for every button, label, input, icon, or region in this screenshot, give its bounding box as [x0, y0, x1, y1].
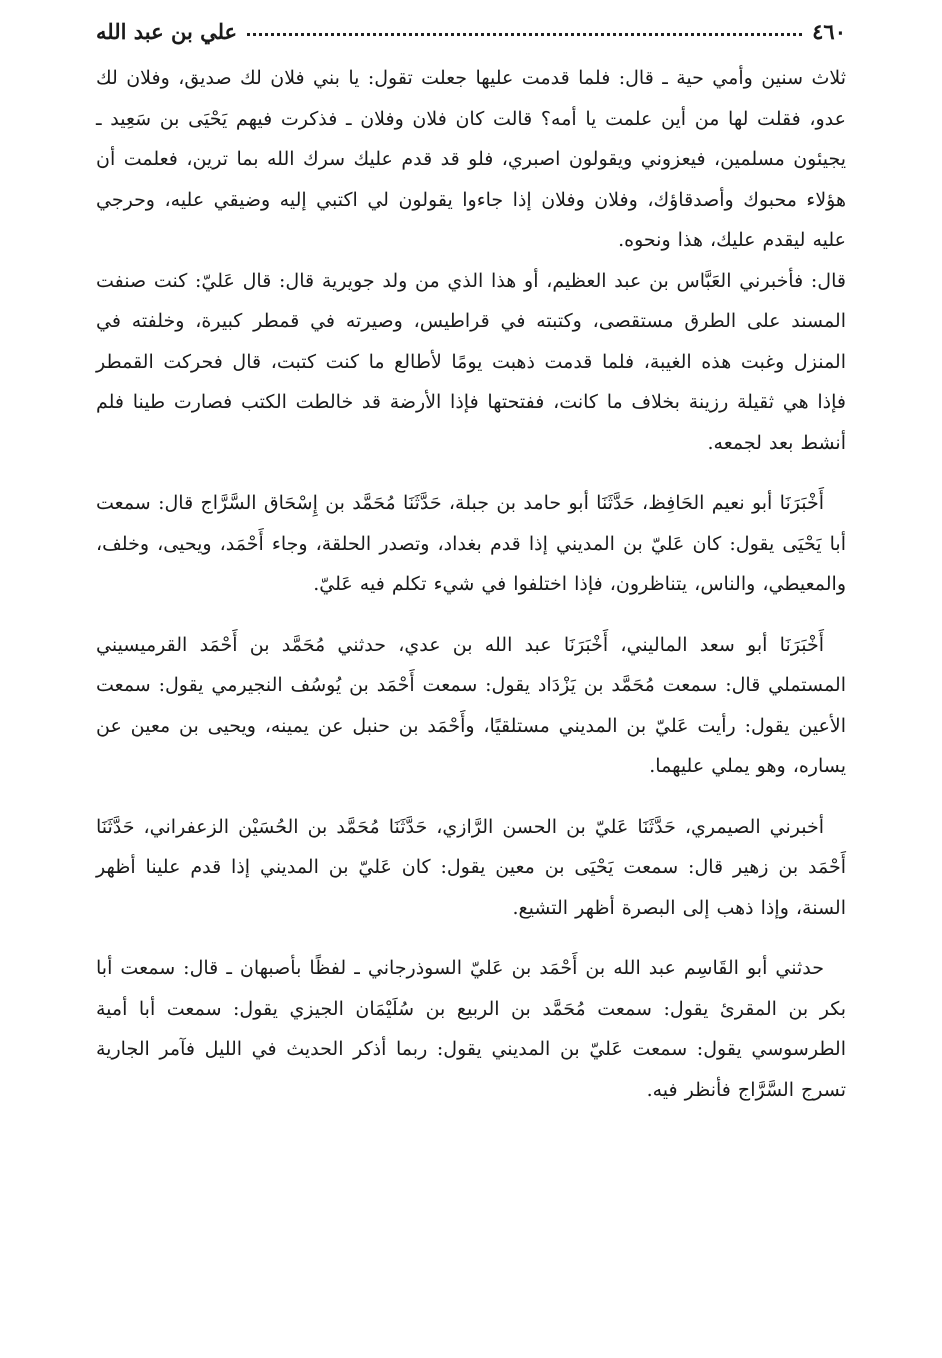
page-number: ٤٦٠: [812, 19, 846, 44]
paragraph-narration: أَخْبَرَنَا أبو نعيم الحَافِظ، حَدَّثَنَا أبو حامد بن جبلة، حَدَّثَنَا مُحَمَّد بن إِسْحَاق السَّرَّاج قال: سمعت أبا يَحْيَى يقول: كان عَليّ بن المديني إذا قدم بغداد، وتصدر الحلقة، وجاء أَحْمَد، ويحيى، وخلف، والمعيطي، والناس، يتناظرون، فإذا اختلفوا في شيء تكلم فيه عَليّ.: [96, 492, 846, 595]
paragraph-continuation: ثلاث سنين وأمي حية ـ قال: فلما قدمت عليها جعلت تقول: يا بني فلان لك صديق، وفلان لك عدو، فقلت لها من أين علمت يا أمه؟ قالت كان فلان وفلان ـ فذكرت فيهم يَحْيَى بن سَعِيد ـ يجيئون مسلمين، فيعزوني ويقولون اصبري، فلو قد قدم عليك سرك الله بما ترين، فعلمت أن هؤلاء محبوك وأصدقاؤك، وفلان وفلان إذا جاءوا يقولون لي اكتبي إليه وضيقي عليه، وحرجي عليه ليقدم عليك، هذا ونحوه.: [96, 67, 846, 251]
paragraph-qimatr-story: قال: فأخبرني العَبَّاس بن عبد العظيم، أو هذا الذي من ولد جويرية قال: قال عَليّ: كنت صنفت المسند على الطرق مستقصى، وكتبته في قراطيس، وصيرته في قمطر كبيرة، وخلفته في المنزل وغبت هذه الغيبة، فلما قدمت ذهبت يومًا لأطالع ما كنت كتبت، قال فحركت القمطر فإذا هي ثقيلة رزينة بخلاف ما كانت، ففتحتها فإذا الأرضة قد خالطت الكتب فصارت طينا فلم أنشط بعد لجمعه.: [96, 269, 846, 454]
paragraph-narration: أخبرني الصيمري، حَدَّثَنَا عَليّ بن الحسن الرَّازي، حَدَّثَنَا مُحَمَّد بن الحُسَيْن الزعفراني، حَدَّثَنَا أَحْمَد بن زهير قال: سمعت يَحْيَى بن معين يقول: كان عَليّ بن المديني إذا قدم علينا أظهر السنة، وإذا ذهب إلى البصرة أظهر التشيع.: [96, 815, 846, 919]
header-dot-leader: [247, 32, 802, 36]
page-body: [96, 58, 846, 1110]
page-header: [96, 8, 846, 44]
running-title: علي بن عبد الله: [96, 19, 238, 44]
paragraph-narration: حدثني أبو القَاسِم عبد الله بن أَحْمَد بن عَليّ السوذرجاني ـ لفظًا بأصبهان ـ قال: سمعت أبا بكر بن المقرئ يقول: سمعت مُحَمَّد بن الربيع بن سُلَيْمَان الجيزي يقول: سمعت أبا أمية الطرسوسي يقول: سمعت عَليّ بن المديني يقول: ربما أذكر الحديث في الليل فآمر الجارية تسرج السَّرَّاج فأنظر فيه.: [96, 957, 846, 1101]
paragraph-narration: أَخْبَرَنَا أبو سعد الماليني، أَخْبَرَنَا عبد الله بن عدي، حدثني مُحَمَّد بن أَحْمَد القرميسيني المستملي قال: سمعت مُحَمَّد بن يَزْدَاد يقول: سمعت أَحْمَد بن يُوسُف النجيرمي يقول: سمعت الأعين يقول: رأيت عَليّ بن المديني مستلقيًا، وأَحْمَد بن حنبل عن يمينه، ويحيى بن معين عن يساره، وهو يملي عليهما.: [96, 633, 846, 777]
